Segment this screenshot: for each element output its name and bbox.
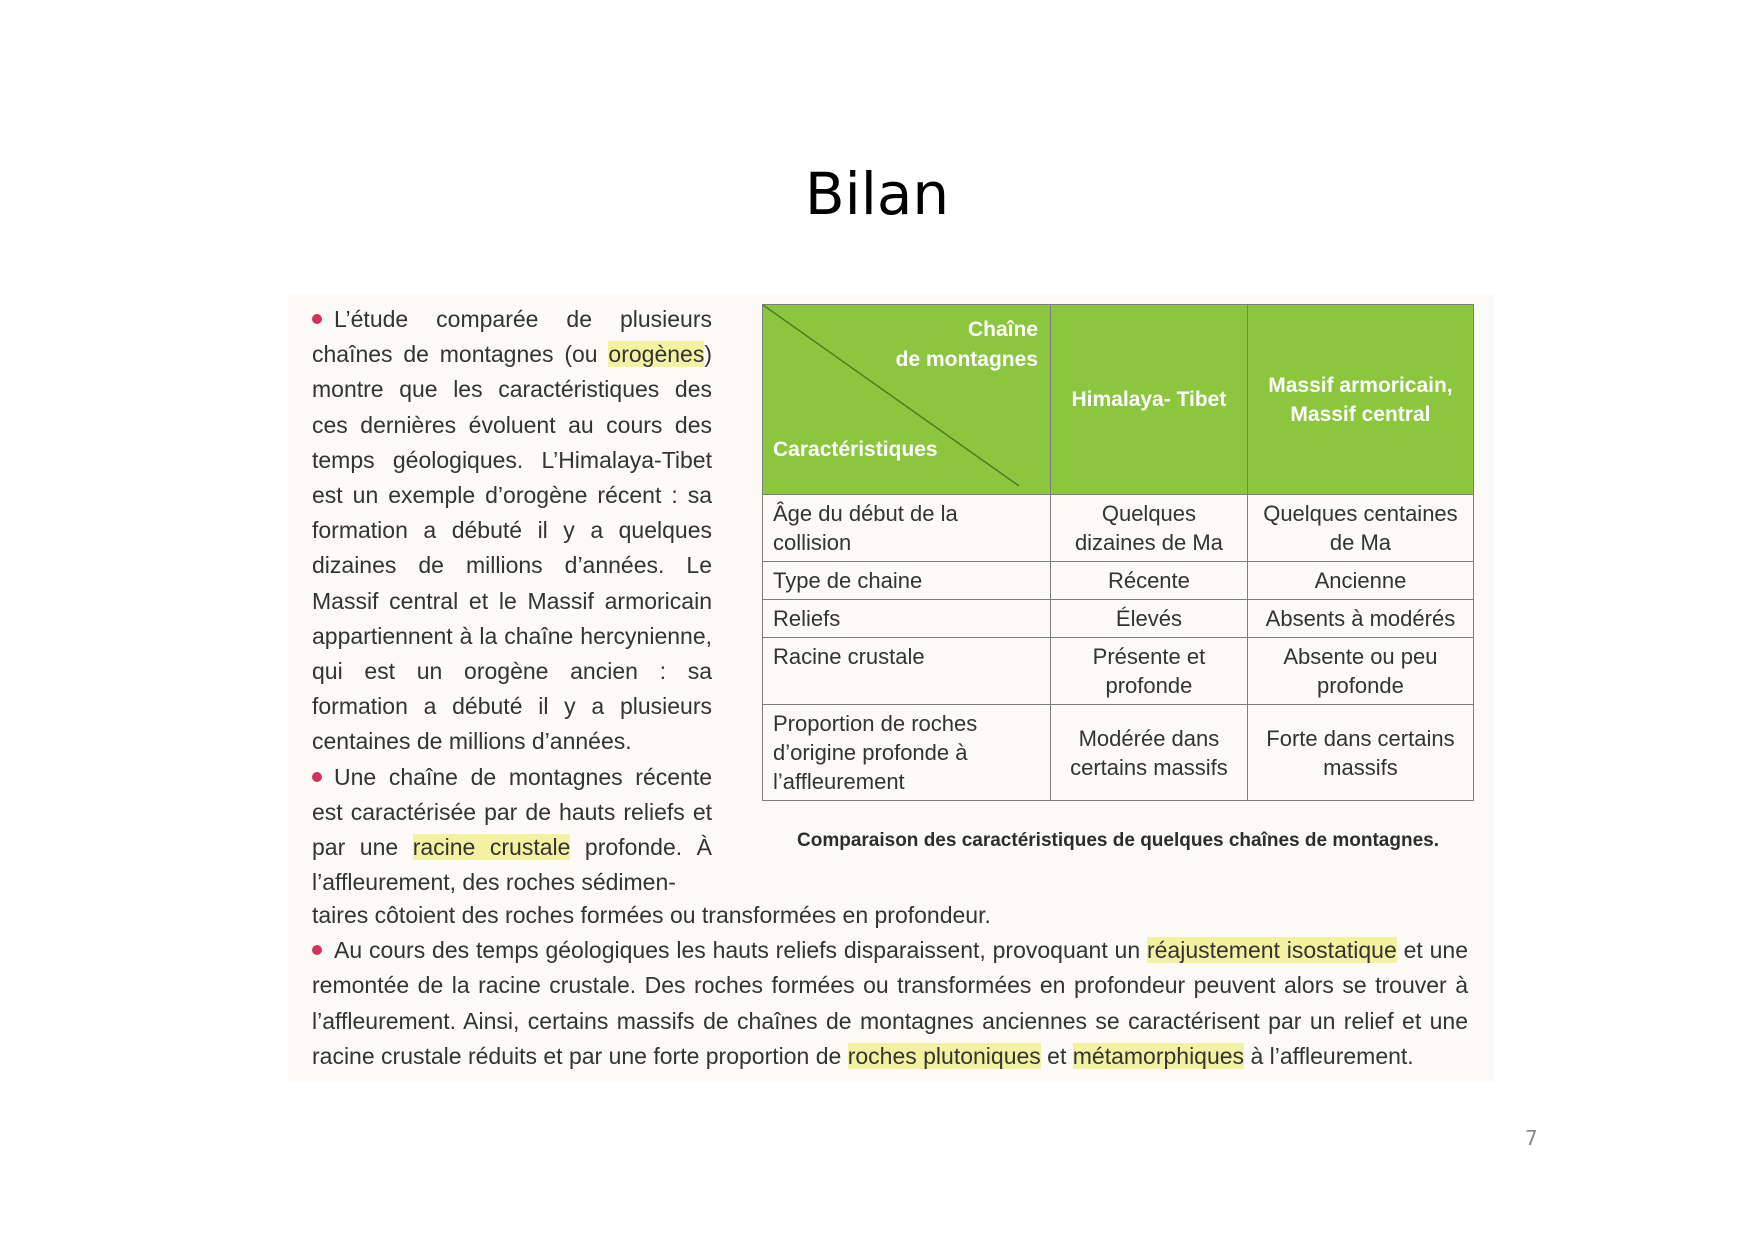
summary-text-full-width [312, 898, 1468, 1074]
table-caption: Comparaison des caractéristiques de quelques chaînes de montagnes. [797, 830, 1439, 851]
column-header-himalaya: Himalaya- Tibet [1051, 305, 1248, 495]
summary-text-column [312, 302, 712, 900]
row-label: Âge du début de la collision [763, 495, 1051, 562]
comparison-table [762, 304, 1474, 801]
highlight-metamorphiques: métamorphiques [1072, 1042, 1245, 1069]
cell-himalaya: Quelques dizaines de Ma [1051, 495, 1248, 562]
cell-massifs: Absente ou peu profonde [1247, 638, 1473, 705]
slide-title: Bilan [804, 160, 950, 228]
bullet-dot-icon [312, 945, 322, 955]
paragraph-1: L’étude comparée de plusieurs chaînes de montagnes (ou orogènes) montre que les caractéristiques des ces dernières évoluent au cours des temps géologiques. L’Himalaya-Tibet est un exemple d’orogène récent : sa formation a débuté il y a quelques dizaines de millions d’années. Le Massif central et le Massif armoricain appartiennent à la chaîne hercynienne, qui est un orogène ancien : sa formation a débuté il y a plusieurs centaines de millions d’années. [312, 306, 712, 755]
table-corner-cell [763, 305, 1051, 495]
row-label: Reliefs [763, 600, 1051, 638]
table-header-row [763, 305, 1474, 495]
paragraph-3: Au cours des temps géologiques les hauts reliefs disparaissent, provoquant un réajustement isostatique et une remontée de la racine crustale. Des roches formées ou transformées en profondeur peuvent alors se trouver à l’affleurement. Ainsi, certains massifs de chaînes de montagnes anciennes se caractérisent par un relief et une racine crustale réduits et par une forte proportion de roches plutoniques et métamorphiques à l’affleurement. [312, 937, 1468, 1069]
cell-massifs: Ancienne [1247, 562, 1473, 600]
table-row [763, 638, 1474, 705]
cell-himalaya: Modérée dans certains massifs [1051, 705, 1248, 801]
cell-massifs: Quelques centaines de Ma [1247, 495, 1473, 562]
bullet-dot-icon [312, 772, 322, 782]
paragraph-2-continued: taires côtoient des roches formées ou transformées en profondeur. [312, 902, 991, 928]
table-row [763, 705, 1474, 801]
textbook-scan [288, 294, 1494, 1082]
cell-himalaya: Élevés [1051, 600, 1248, 638]
row-label: Racine crustale [763, 638, 1051, 705]
cell-himalaya: Présente et profonde [1051, 638, 1248, 705]
highlight-racine-crustale: racine crustale [412, 834, 571, 861]
table-row [763, 495, 1474, 562]
row-label: Proportion de roches d’origine profonde à l’affleurement [763, 705, 1051, 801]
highlight-roches-plutoniques: roches plutoniques [847, 1042, 1041, 1069]
column-header-massifs: Massif armoricain, Massif central [1247, 305, 1473, 495]
cell-massifs: Forte dans certains massifs [1247, 705, 1473, 801]
page-number: 7 [1525, 1126, 1538, 1150]
corner-label-caracteristiques: Caractéristiques [773, 438, 938, 461]
highlight-orogenes: orogènes [608, 341, 705, 368]
table-row [763, 600, 1474, 638]
cell-massifs: Absents à modérés [1247, 600, 1473, 638]
highlight-reajustement: réajustement isostatique [1146, 937, 1397, 964]
bullet-dot-icon [312, 314, 322, 324]
paragraph-2: Une chaîne de montagnes récente est caractérisée par de hauts reliefs et par une racine crustale profonde. À l’affleurement, des roches sédimen- [312, 763, 712, 896]
row-label: Type de chaine [763, 562, 1051, 600]
cell-himalaya: Récente [1051, 562, 1248, 600]
table-row [763, 562, 1474, 600]
corner-label-chaine: Chaîne de montagnes [895, 318, 1038, 371]
